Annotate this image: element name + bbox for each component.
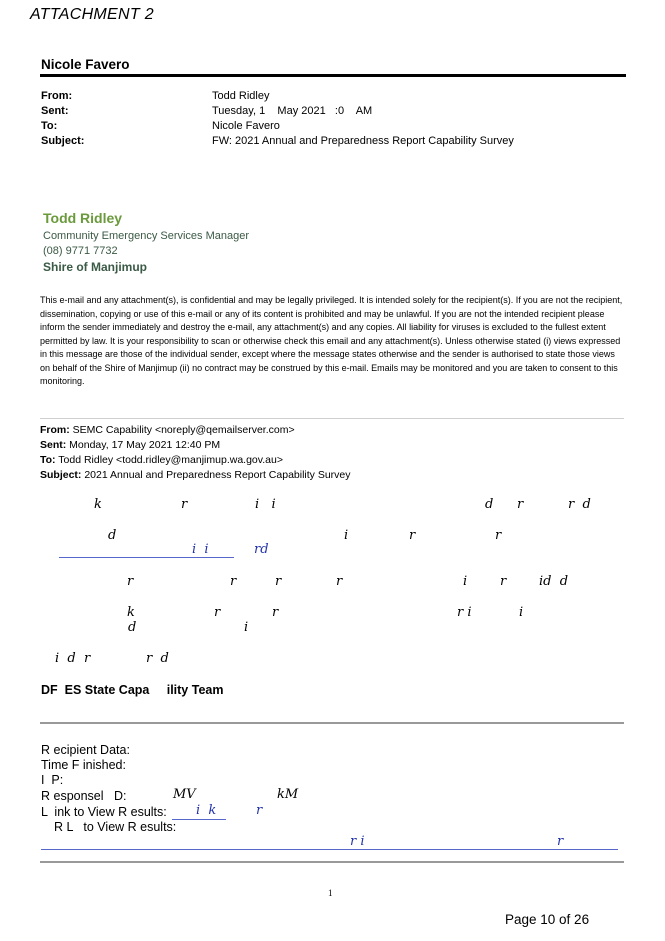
- url-to-results-label: R L to View R esults:: [54, 820, 177, 834]
- results-link[interactable]: i k: [196, 803, 217, 818]
- body-fragment: i: [519, 605, 524, 620]
- body-fragment: r: [409, 528, 416, 543]
- forward-divider: [40, 418, 624, 419]
- body-fragment: r d: [146, 651, 169, 666]
- body-link-fragment[interactable]: i i: [192, 542, 209, 557]
- results-link-underline: [172, 819, 226, 820]
- body-fragment: r: [181, 497, 188, 512]
- recipient-data-heading: R ecipient Data:: [41, 743, 130, 757]
- body-link-underline: [59, 557, 234, 558]
- fwd-from: From: SEMC Capability <noreply@qemailserver.com>: [40, 424, 295, 436]
- body-fragment: i: [244, 620, 249, 635]
- to-value: Nicole Favero: [212, 120, 280, 132]
- body-fragment: r: [214, 605, 221, 620]
- subject-label: Subject:: [41, 135, 85, 147]
- body-fragment: i: [463, 574, 468, 589]
- results-url-fragment[interactable]: r: [557, 834, 564, 849]
- results-link-fragment[interactable]: r: [256, 803, 263, 818]
- ip-label: I P:: [41, 773, 64, 787]
- body-fragment: r: [495, 528, 502, 543]
- body-fragment: id d: [539, 574, 569, 589]
- body-fragment: rd: [254, 542, 269, 557]
- response-id-fragment: MV: [173, 787, 196, 802]
- body-fragment: r: [275, 574, 282, 589]
- signature-phone: (08) 9771 7732: [43, 245, 118, 257]
- body-fragment: r: [127, 574, 134, 589]
- body-fragment: r d: [568, 497, 591, 512]
- bottom-divider: [40, 861, 624, 863]
- to-label: To:: [41, 120, 58, 132]
- from-label: From:: [41, 90, 73, 102]
- body-fragment: d: [128, 620, 137, 635]
- body-fragment: i i: [255, 497, 276, 512]
- fwd-sent: Sent: Monday, 17 May 2021 12:40 PM: [40, 439, 221, 451]
- time-finished-label: Time F inished:: [41, 758, 126, 772]
- response-id-label: R esponsel D:: [41, 789, 127, 803]
- from-value: Todd Ridley: [212, 90, 270, 102]
- sent-label: Sent:: [41, 105, 69, 117]
- body-fragment: r i: [457, 605, 472, 620]
- fwd-to: To: Todd Ridley <todd.ridley@manjimup.wa.gov.au>: [40, 454, 283, 466]
- body-fragment: d: [108, 528, 117, 543]
- link-to-results-label: L ink to View R esults:: [41, 805, 167, 819]
- body-fragment: r: [517, 497, 524, 512]
- response-id-fragment: kM: [277, 787, 299, 802]
- sent-value: Tuesday, 1 May 2021 :0 AM: [212, 105, 373, 117]
- signature-organisation: Shire of Manjimup: [43, 260, 148, 274]
- confidentiality-disclaimer: This e-mail and any attachment(s), is confidential and may be legally privileged. It is intended solely for the recipient(s). If you are not the recipient, dissemination, copying or use of this e-mail or any of its content is prohibited and may be unlawful. If you are not the intended recipient please inform the sender immediately and destroy the e-mail, any attachment(s) and any copies. All liability for viruses is excluded to the fullest extent permitted by law. It is your responsibility to scan or otherwise check this email and any attachment(s). Unless otherwise stated (i) views expressed in this message are those of the individual sender, except where the message states otherwise and the sender is authorised to state those views on behalf of the Shire of Manjimup (ii) no contract may be construed by this e-mail. Emails may be monitored and you are taken to consent to this monitoring.: [40, 295, 623, 386]
- body-fragment: r: [230, 574, 237, 589]
- body-fragment: d: [485, 497, 494, 512]
- body-fragment: r: [272, 605, 279, 620]
- body-fragment: k: [127, 605, 135, 620]
- body-fragment: i: [344, 528, 349, 543]
- body-fragment: i d r: [55, 651, 91, 666]
- body-fragment: r: [500, 574, 507, 589]
- body-fragment: r: [336, 574, 343, 589]
- inner-page-number: 1: [328, 888, 333, 898]
- signature-name: Todd Ridley: [43, 210, 123, 226]
- body-fragment: k: [94, 497, 102, 512]
- signature-title: Community Emergency Services Manager: [43, 230, 250, 242]
- section-divider: [40, 722, 624, 724]
- subject-value: FW: 2021 Annual and Preparedness Report Capability Survey: [212, 135, 514, 147]
- page-footer: Page 10 of 26: [505, 912, 590, 927]
- team-signoff: DF ES State Capa ility Team: [41, 683, 224, 697]
- results-url-underline: [41, 849, 618, 850]
- attachment-label: ATTACHMENT 2: [30, 6, 154, 23]
- fwd-subject: Subject: 2021 Annual and Preparedness Report Capability Survey: [40, 469, 351, 481]
- header-divider: [40, 74, 626, 77]
- results-url-fragment[interactable]: r i: [350, 834, 365, 849]
- mailbox-owner: Nicole Favero: [41, 57, 130, 72]
